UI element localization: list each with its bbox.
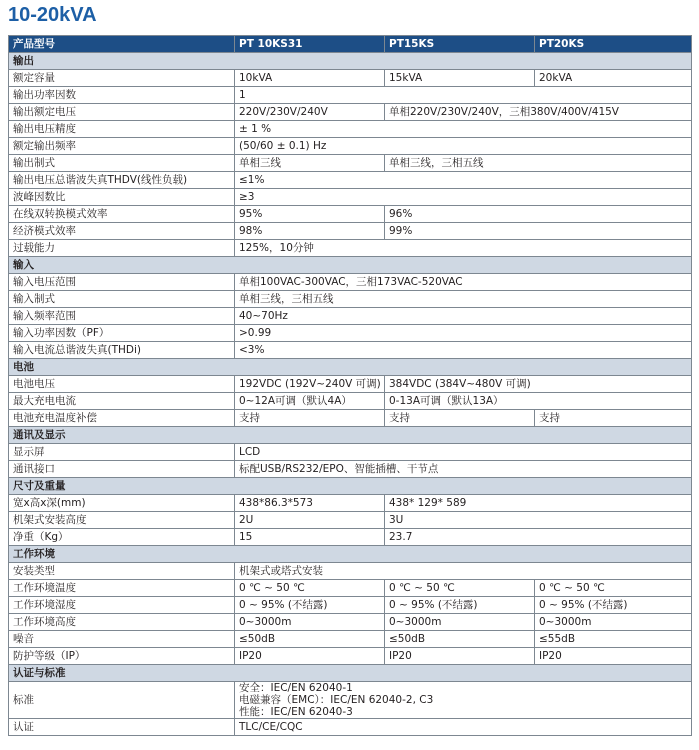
- section-title: 工作环境: [9, 546, 692, 563]
- row-value: >0.99: [235, 325, 692, 342]
- row-label: 工作环境温度: [9, 580, 235, 597]
- table-row: [9, 393, 692, 410]
- row-label: 认证: [9, 719, 235, 736]
- row-value: 单相100VAC-300VAC，三相173VAC-520VAC: [235, 274, 692, 291]
- row-value: ± 1 %: [235, 121, 692, 138]
- row-value: 支持: [535, 410, 692, 427]
- table-row: [9, 104, 692, 121]
- row-label: 机架式安装高度: [9, 512, 235, 529]
- standard-line: 安全：IEC/EN 62040-1: [239, 682, 353, 694]
- row-value: 98%: [235, 223, 385, 240]
- header-product-model: 产品型号: [9, 36, 235, 53]
- row-label: 电池电压: [9, 376, 235, 393]
- row-value: 2U: [235, 512, 385, 529]
- row-value: 0-13A可调（默认13A）: [385, 393, 692, 410]
- row-value: 125%，10分钟: [235, 240, 692, 257]
- row-value: ≥3: [235, 189, 692, 206]
- table-row: [9, 325, 692, 342]
- row-value: 40~70Hz: [235, 308, 692, 325]
- row-value: 15: [235, 529, 385, 546]
- row-label: 在线双转换模式效率: [9, 206, 235, 223]
- table-row: [9, 121, 692, 138]
- table-row: [9, 461, 692, 478]
- row-value: 438* 129* 589: [385, 495, 692, 512]
- table-row: [9, 512, 692, 529]
- table-row: [9, 155, 692, 172]
- table-row: [9, 614, 692, 631]
- row-label: 防护等级（IP）: [9, 648, 235, 665]
- row-value: IP20: [385, 648, 535, 665]
- row-label: 额定输出频率: [9, 138, 235, 155]
- row-value: 单相三线: [235, 155, 385, 172]
- row-value: IP20: [535, 648, 692, 665]
- section-header-row: [9, 546, 692, 563]
- row-label: 输入频率范围: [9, 308, 235, 325]
- table-header-row: [9, 36, 692, 53]
- row-label: 标准: [9, 682, 235, 719]
- table-row: [9, 580, 692, 597]
- row-value: 0 ~ 95% (不结露): [385, 597, 535, 614]
- row-value: 20kVA: [535, 70, 692, 87]
- page-title: 10-20kVA: [8, 4, 97, 26]
- row-label: 输出电压总谐波失真THDV(线性负载): [9, 172, 235, 189]
- table-row: [9, 444, 692, 461]
- row-value: (50/60 ± 0.1) Hz: [235, 138, 692, 155]
- section-header-row: [9, 359, 692, 376]
- section-header-row: [9, 665, 692, 682]
- table-row: [9, 529, 692, 546]
- row-value: 0~3000m: [385, 614, 535, 631]
- table-row: [9, 631, 692, 648]
- row-value: 单相220V/230V/240V，三相380V/400V/415V: [385, 104, 692, 121]
- section-title: 通讯及显示: [9, 427, 692, 444]
- row-value: 10kVA: [235, 70, 385, 87]
- row-label: 输入制式: [9, 291, 235, 308]
- row-value: 99%: [385, 223, 692, 240]
- row-value: 机架式或塔式安装: [235, 563, 692, 580]
- row-value: 0 ℃ ~ 50 ℃: [235, 580, 385, 597]
- row-label: 经济模式效率: [9, 223, 235, 240]
- header-pt20ks: PT20KS: [535, 36, 692, 53]
- row-value: 3U: [385, 512, 692, 529]
- row-label: 输出电压精度: [9, 121, 235, 138]
- row-value: ≤55dB: [535, 631, 692, 648]
- row-value: 384VDC (384V~480V 可调): [385, 376, 692, 393]
- row-value: 0~12A可调（默认4A）: [235, 393, 385, 410]
- row-label: 输入功率因数（PF）: [9, 325, 235, 342]
- table-row: [9, 308, 692, 325]
- row-label: 电池充电温度补偿: [9, 410, 235, 427]
- row-value: IP20: [235, 648, 385, 665]
- section-title: 电池: [9, 359, 692, 376]
- standard-line: 电磁兼容（EMC）：IEC/EN 62040-2, C3: [239, 694, 434, 706]
- row-value: 单相三线，三相五线: [385, 155, 692, 172]
- table-row: [9, 223, 692, 240]
- table-row: [9, 87, 692, 104]
- row-value-multiline: [235, 682, 692, 719]
- table-row: [9, 648, 692, 665]
- row-value: 192VDC (192V~240V 可调): [235, 376, 385, 393]
- section-header-row: [9, 478, 692, 495]
- row-label: 工作环境湿度: [9, 597, 235, 614]
- row-value: <3%: [235, 342, 692, 359]
- table-row: [9, 495, 692, 512]
- table-row: [9, 342, 692, 359]
- row-value: 23.7: [385, 529, 692, 546]
- table-row: [9, 682, 692, 719]
- row-value: 0~3000m: [235, 614, 385, 631]
- row-value: ≤1%: [235, 172, 692, 189]
- header-pt15ks: PT15KS: [385, 36, 535, 53]
- table-row: [9, 597, 692, 614]
- standard-line: 性能：IEC/EN 62040-3: [239, 706, 353, 718]
- row-value: TLC/CE/CQC: [235, 719, 692, 736]
- row-value: 438*86.3*573: [235, 495, 385, 512]
- row-label: 输入电流总谐波失真(THDi): [9, 342, 235, 359]
- row-label: 输出功率因数: [9, 87, 235, 104]
- table-row: [9, 719, 692, 736]
- section-title: 尺寸及重量: [9, 478, 692, 495]
- row-label: 过载能力: [9, 240, 235, 257]
- section-title: 认证与标准: [9, 665, 692, 682]
- spec-table: [8, 35, 692, 736]
- spec-table-body: [9, 36, 692, 736]
- row-label: 净重（Kg）: [9, 529, 235, 546]
- section-header-row: [9, 427, 692, 444]
- table-row: [9, 138, 692, 155]
- section-header-row: [9, 53, 692, 70]
- row-value: 0~3000m: [535, 614, 692, 631]
- row-value: 0 ~ 95% (不结露): [235, 597, 385, 614]
- row-value: 0 ℃ ~ 50 ℃: [385, 580, 535, 597]
- row-label: 最大充电电流: [9, 393, 235, 410]
- row-value: 15kVA: [385, 70, 535, 87]
- table-row: [9, 563, 692, 580]
- row-label: 工作环境高度: [9, 614, 235, 631]
- table-row: [9, 240, 692, 257]
- section-title: 输入: [9, 257, 692, 274]
- row-value: 1: [235, 87, 692, 104]
- row-value: ≤50dB: [235, 631, 385, 648]
- table-row: [9, 70, 692, 87]
- table-row: [9, 410, 692, 427]
- section-header-row: [9, 257, 692, 274]
- row-value: 220V/230V/240V: [235, 104, 385, 121]
- row-label: 宽x高x深(mm): [9, 495, 235, 512]
- row-value: 支持: [235, 410, 385, 427]
- row-value: 支持: [385, 410, 535, 427]
- table-row: [9, 376, 692, 393]
- row-value: 0 ~ 95% (不结露): [535, 597, 692, 614]
- row-value: 单相三线，三相五线: [235, 291, 692, 308]
- row-label: 输出制式: [9, 155, 235, 172]
- row-value: 96%: [385, 206, 692, 223]
- row-value: ≤50dB: [385, 631, 535, 648]
- row-value: 0 ℃ ~ 50 ℃: [535, 580, 692, 597]
- table-row: [9, 206, 692, 223]
- row-label: 输出额定电压: [9, 104, 235, 121]
- row-value: 标配USB/RS232/EPO、智能插槽、干节点: [235, 461, 692, 478]
- table-row: [9, 274, 692, 291]
- table-row: [9, 291, 692, 308]
- row-value: 95%: [235, 206, 385, 223]
- row-label: 通讯接口: [9, 461, 235, 478]
- row-label: 噪音: [9, 631, 235, 648]
- table-row: [9, 172, 692, 189]
- row-label: 波峰因数比: [9, 189, 235, 206]
- table-row: [9, 189, 692, 206]
- row-label: 额定容量: [9, 70, 235, 87]
- row-label: 显示屏: [9, 444, 235, 461]
- row-label: 安装类型: [9, 563, 235, 580]
- row-value: LCD: [235, 444, 692, 461]
- row-label: 输入电压范围: [9, 274, 235, 291]
- section-title: 输出: [9, 53, 692, 70]
- header-pt10ks31: PT 10KS31: [235, 36, 385, 53]
